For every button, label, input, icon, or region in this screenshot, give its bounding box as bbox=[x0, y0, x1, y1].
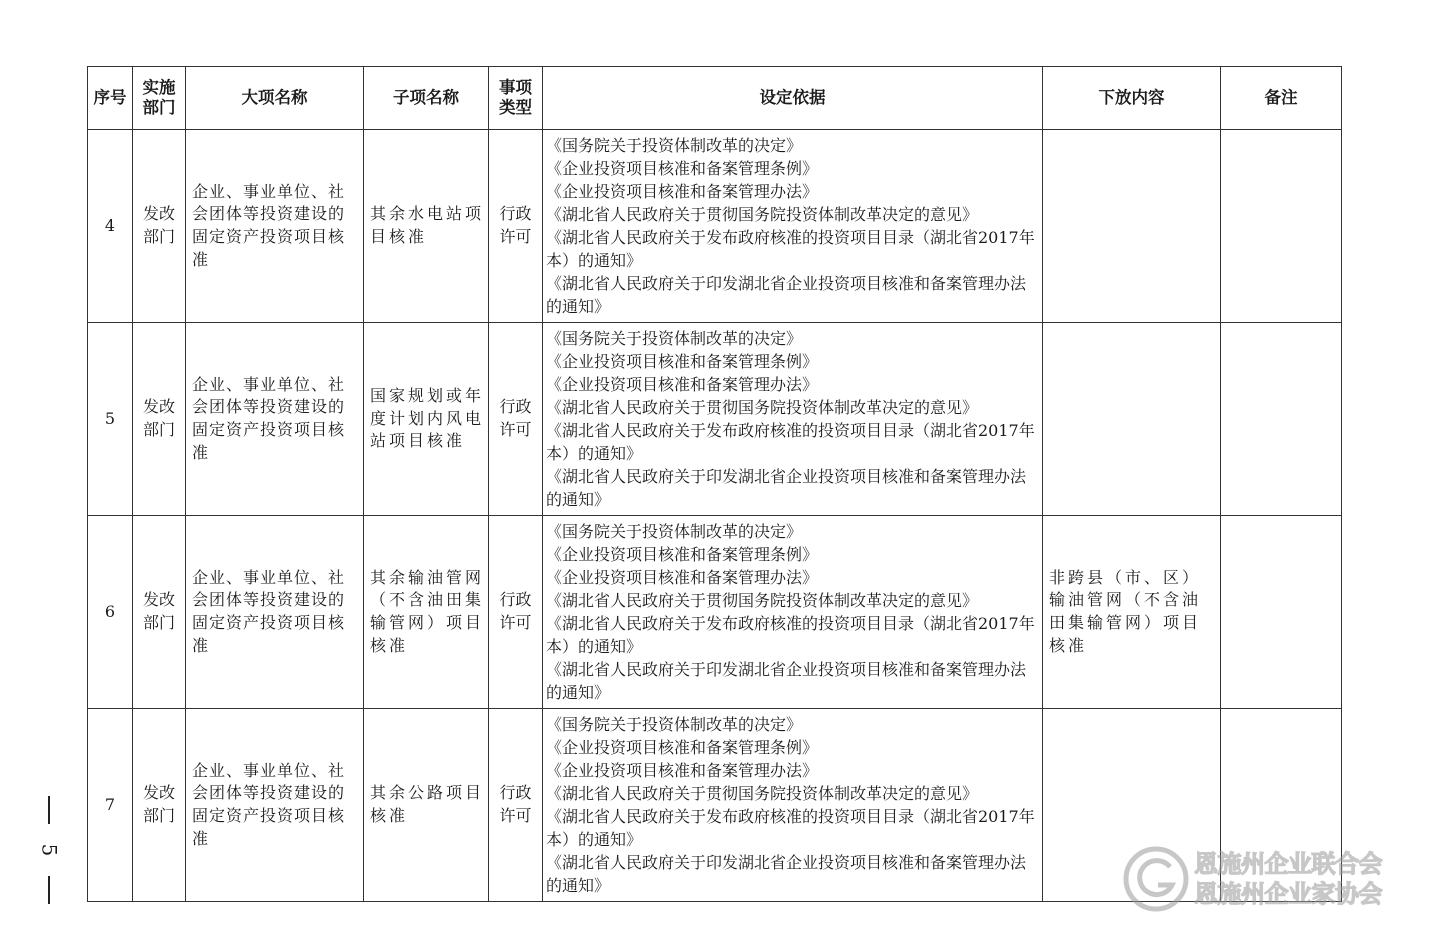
item-type: 行政许可 bbox=[489, 709, 543, 902]
association-logo-icon bbox=[1122, 845, 1190, 913]
row-number: 5 bbox=[88, 323, 133, 516]
basis-line: 《湖北省人民政府关于贯彻国务院投资体制改革决定的意见》 bbox=[546, 205, 979, 224]
sub-item-name: 其余公路项目核准 bbox=[364, 709, 489, 902]
basis-line: 《企业投资项目核准和备案管理办法》 bbox=[546, 568, 819, 587]
row-number: 4 bbox=[88, 130, 133, 323]
header-item-type: 事项类型 bbox=[489, 67, 543, 130]
header-basis: 设定依据 bbox=[543, 67, 1043, 130]
basis-line: 《湖北省人民政府关于印发湖北省企业投资项目核准和备案管理办法的通知》 bbox=[546, 274, 1027, 316]
basis-line: 《国务院关于投资体制改革的决定》 bbox=[546, 136, 803, 155]
basis-line: 《湖北省人民政府关于印发湖北省企业投资项目核准和备案管理办法的通知》 bbox=[546, 660, 1027, 702]
legal-basis bbox=[543, 323, 1043, 516]
header-delegated-content: 下放内容 bbox=[1043, 67, 1221, 130]
basis-line: 《企业投资项目核准和备案管理办法》 bbox=[546, 375, 819, 394]
sub-item-name: 国家规划或年度计划内风电站项目核准 bbox=[364, 323, 489, 516]
basis-line: 《国务院关于投资体制改革的决定》 bbox=[546, 329, 803, 348]
remark bbox=[1221, 323, 1342, 516]
basis-line: 《企业投资项目核准和备案管理条例》 bbox=[546, 159, 819, 178]
basis-line: 《湖北省人民政府关于贯彻国务院投资体制改革决定的意见》 bbox=[546, 591, 979, 610]
basis-line: 《企业投资项目核准和备案管理条例》 bbox=[546, 545, 819, 564]
legal-basis bbox=[543, 709, 1043, 902]
remark bbox=[1221, 516, 1342, 709]
header-dept: 实施部门 bbox=[133, 67, 186, 130]
implementing-department: 发改部门 bbox=[133, 516, 186, 709]
item-type: 行政许可 bbox=[489, 130, 543, 323]
item-type: 行政许可 bbox=[489, 323, 543, 516]
header-remark: 备注 bbox=[1221, 67, 1342, 130]
delegated-content: 非跨县（市、区）输油管网（不含油田集输管网）项目核准 bbox=[1043, 516, 1221, 709]
basis-line: 《企业投资项目核准和备案管理条例》 bbox=[546, 738, 819, 757]
basis-line: 《企业投资项目核准和备案管理条例》 bbox=[546, 352, 819, 371]
header-sub-item: 子项名称 bbox=[364, 67, 489, 130]
major-item-name: 企业、事业单位、社会团体等投资建设的固定资产投资项目核准 bbox=[186, 130, 364, 323]
page-number-marker bbox=[36, 796, 62, 911]
sub-item-name: 其余输油管网（不含油田集输管网）项目核准 bbox=[364, 516, 489, 709]
legal-basis bbox=[543, 130, 1043, 323]
delegated-content bbox=[1043, 323, 1221, 516]
major-item-name: 企业、事业单位、社会团体等投资建设的固定资产投资项目核准 bbox=[186, 516, 364, 709]
basis-line: 《湖北省人民政府关于发布政府核准的投资项目目录（湖北省2017年本）的通知》 bbox=[546, 614, 1035, 656]
sub-item-name: 其余水电站项目核准 bbox=[364, 130, 489, 323]
delegated-content bbox=[1043, 130, 1221, 323]
header-major-item: 大项名称 bbox=[186, 67, 364, 130]
basis-line: 《湖北省人民政府关于发布政府核准的投资项目目录（湖北省2017年本）的通知》 bbox=[546, 421, 1035, 463]
item-type: 行政许可 bbox=[489, 516, 543, 709]
basis-line: 《国务院关于投资体制改革的决定》 bbox=[546, 715, 803, 734]
page-number: 5 bbox=[36, 843, 61, 857]
table-row bbox=[88, 130, 1342, 323]
watermark-line-1: 恩施州企业联合会 bbox=[1194, 850, 1382, 878]
basis-line: 《湖北省人民政府关于发布政府核准的投资项目目录（湖北省2017年本）的通知》 bbox=[546, 228, 1035, 270]
basis-line: 《湖北省人民政府关于贯彻国务院投资体制改革决定的意见》 bbox=[546, 398, 979, 417]
basis-line: 《湖北省人民政府关于贯彻国务院投资体制改革决定的意见》 bbox=[546, 784, 979, 803]
header-no: 序号 bbox=[88, 67, 133, 130]
major-item-name: 企业、事业单位、社会团体等投资建设的固定资产投资项目核准 bbox=[186, 709, 364, 902]
basis-line: 《国务院关于投资体制改革的决定》 bbox=[546, 522, 803, 541]
basis-line: 《湖北省人民政府关于印发湖北省企业投资项目核准和备案管理办法的通知》 bbox=[546, 853, 1027, 895]
table-row bbox=[88, 323, 1342, 516]
table-row bbox=[88, 516, 1342, 709]
watermark bbox=[1122, 843, 1432, 915]
major-item-name: 企业、事业单位、社会团体等投资建设的固定资产投资项目核准 bbox=[186, 323, 364, 516]
basis-line: 《湖北省人民政府关于发布政府核准的投资项目目录（湖北省2017年本）的通知》 bbox=[546, 807, 1035, 849]
basis-line: 《湖北省人民政府关于印发湖北省企业投资项目核准和备案管理办法的通知》 bbox=[546, 467, 1027, 509]
page-dash bbox=[48, 796, 49, 824]
watermark-line-2: 恩施州企业家协会 bbox=[1194, 880, 1382, 908]
implementing-department: 发改部门 bbox=[133, 130, 186, 323]
table-header-row bbox=[88, 67, 1342, 130]
basis-line: 《企业投资项目核准和备案管理办法》 bbox=[546, 182, 819, 201]
implementing-department: 发改部门 bbox=[133, 323, 186, 516]
delegation-table bbox=[87, 66, 1342, 902]
remark bbox=[1221, 130, 1342, 323]
basis-line: 《企业投资项目核准和备案管理办法》 bbox=[546, 761, 819, 780]
page-dash bbox=[48, 876, 49, 904]
implementing-department: 发改部门 bbox=[133, 709, 186, 902]
row-number: 6 bbox=[88, 516, 133, 709]
legal-basis bbox=[543, 516, 1043, 709]
row-number: 7 bbox=[88, 709, 133, 902]
